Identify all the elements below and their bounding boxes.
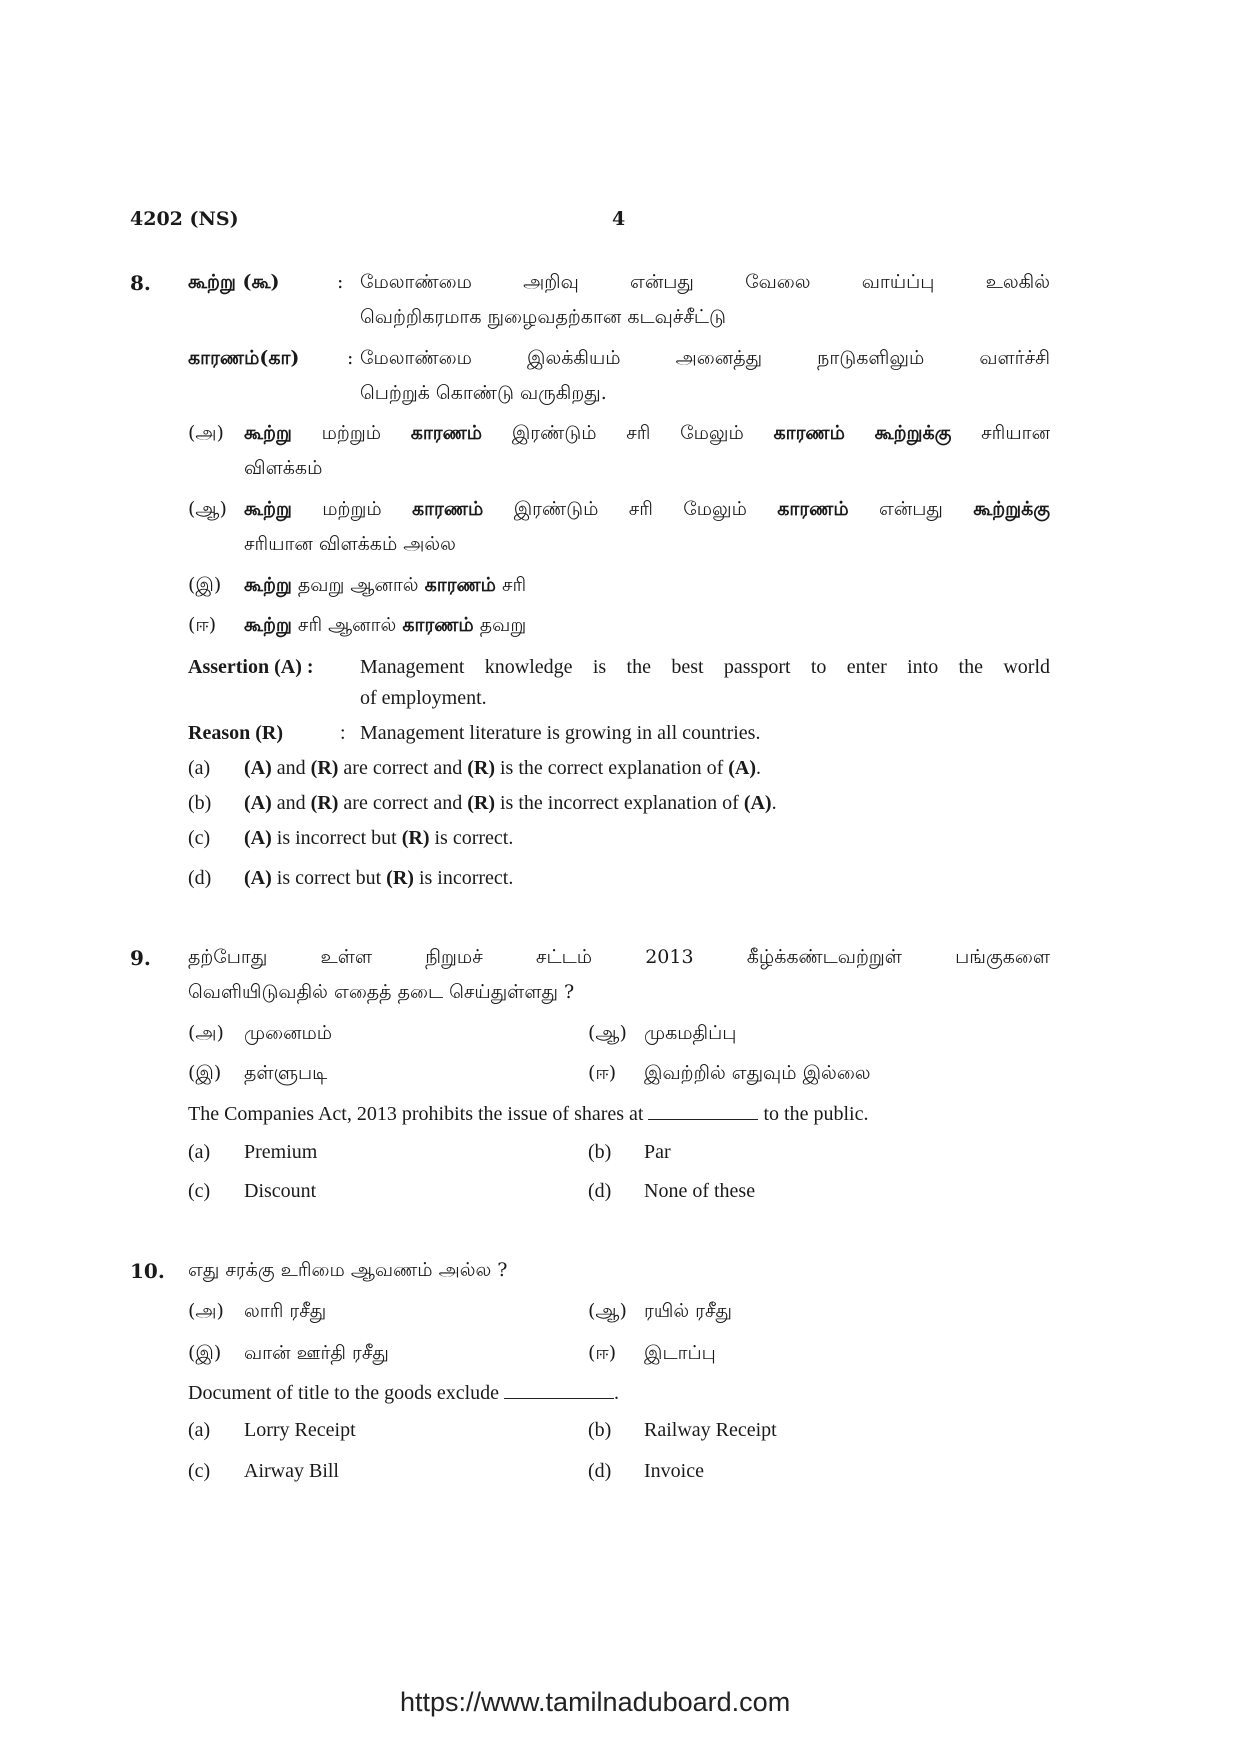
q8-ta-b-assertion: கூற்று: [244, 498, 292, 520]
q8-en-b-R2: (R): [467, 792, 495, 814]
q8-en-c-A: (A): [244, 827, 272, 849]
q10-ta-option-c-text: வான் ஊர்தி ரசீது: [244, 1342, 389, 1364]
q8-en-option-b-text: [244, 792, 777, 815]
q9-en-question-after: to the public.: [763, 1103, 869, 1125]
q9-ta-option-c-marker: (இ): [188, 1062, 222, 1084]
q10-ta-question: எது சரக்கு உரிமை ஆவணம் அல்ல ?: [188, 1259, 508, 1281]
q8-en-assertion-line1: Management knowledge is the best passport to enter into the world: [360, 656, 1050, 678]
q8-en-assertion-label: Assertion (A) :: [188, 656, 314, 678]
q8-en-b-period: .: [771, 792, 777, 814]
q10-en-option-b-marker: (b): [588, 1419, 612, 1441]
q8-en-reason-text: Management literature is growing in all countries.: [360, 722, 761, 744]
q10-en-question-before: Document of title to the goods exclude: [188, 1382, 500, 1404]
q8-ta-d-assertion: கூற்று: [244, 614, 292, 636]
q8-en-option-a-marker: (a): [188, 757, 211, 779]
q8-ta-option-d-marker: (ஈ): [188, 614, 217, 636]
q8-ta-option-a-marker: (அ): [188, 422, 224, 444]
q8-ta-c-assertion: கூற்று: [244, 574, 292, 596]
q8-ta-d-wrong: தவறு: [479, 614, 527, 636]
q8-en-c-R: (R): [401, 827, 430, 849]
q9-ta-option-a-marker: (அ): [188, 1022, 224, 1044]
q9-en-option-c-text: Discount: [244, 1180, 317, 1202]
q8-ta-assertion-label: கூற்று (கூ): [188, 271, 280, 293]
q8-ta-colon-1: :: [337, 271, 344, 293]
q8-ta-d-reason: காரணம்: [402, 614, 474, 636]
q10-en-option-b-text: Railway Receipt: [644, 1419, 777, 1441]
q8-en-option-b-marker: (b): [188, 792, 212, 814]
q8-ta-a-assertion: கூற்று: [244, 422, 292, 444]
q9-en-option-a-marker: (a): [188, 1141, 211, 1163]
q9-ta-option-a-text: முனைமம்: [244, 1022, 333, 1044]
q8-ta-a-correct: சரியான: [981, 422, 1050, 444]
q9-ta-question-line1: தற்போது உள்ள நிறுமச் சட்டம் 2013 கீழ்க்கண்டவற்றுள் பங்குகளை: [188, 946, 1050, 968]
q8-en-a-A2: (A): [728, 757, 757, 779]
q9-en-option-b-marker: (b): [588, 1141, 612, 1163]
q9-en-option-d-marker: (d): [588, 1180, 612, 1202]
q8-ta-option-b-line1: [244, 498, 1050, 523]
q8-ta-option-a-line1: [244, 422, 1050, 447]
q10-ta-option-a-text: லாரி ரசீது: [244, 1300, 327, 1322]
page-number: 4: [612, 208, 626, 230]
q8-en-a-R2: (R): [467, 757, 495, 779]
q8-en-b-A: (A): [244, 792, 272, 814]
q8-ta-c-reason: காரணம்: [424, 574, 496, 596]
q8-en-option-c-marker: (c): [188, 827, 211, 849]
q9-en-option-b-text: Par: [644, 1141, 671, 1163]
q10-en-option-a-text: Lorry Receipt: [244, 1419, 356, 1441]
q10-ta-option-b-text: ரயில் ரசீது: [644, 1300, 732, 1322]
q8-ta-reason-line2: பெற்றுக் கொண்டு வருகிறது.: [360, 382, 607, 404]
q8-en-option-d-text: [244, 867, 513, 890]
q8-ta-b-reason-2: காரணம்: [777, 498, 849, 520]
q8-ta-b-both: இரண்டும் சரி மேலும்: [513, 498, 747, 520]
q8-ta-colon-2: :: [347, 347, 354, 369]
q10-en-option-a-marker: (a): [188, 1419, 211, 1441]
q10-ta-option-d-marker: (ஈ): [588, 1342, 617, 1364]
q10-en-question-after: .: [614, 1382, 620, 1404]
q8-en-a-and: and: [276, 757, 306, 779]
q8-ta-a-reason-2: காரணம்: [773, 422, 845, 444]
q8-en-option-c-text: [244, 827, 513, 850]
q8-ta-b-assertion-to: கூற்றுக்கு: [973, 498, 1051, 520]
q9-en-option-d-text: None of these: [644, 1180, 756, 1202]
q10-ta-option-b-marker: (ஆ): [588, 1300, 627, 1322]
q8-en-b-A2: (A): [743, 792, 772, 814]
q9-ta-option-c-text: தள்ளுபடி: [244, 1062, 328, 1084]
q8-en-b-mid: are correct and: [343, 792, 463, 814]
q8-ta-c-wrong-but: தவறு ஆனால்: [297, 574, 419, 596]
paper-code: 4202 (NS): [130, 208, 239, 230]
q8-ta-option-a-line2: விளக்கம்: [244, 457, 323, 479]
q10-en-question: [188, 1382, 619, 1405]
q8-en-a-period: .: [756, 757, 762, 779]
q8-ta-b-reason: காரணம்: [411, 498, 484, 520]
q10-en-option-d-marker: (d): [588, 1460, 612, 1482]
q8-en-reason-colon: :: [340, 722, 346, 744]
q10-ta-option-a-marker: (அ): [188, 1300, 224, 1322]
q8-ta-option-b-line2: சரியான விளக்கம் அல்ல: [244, 533, 456, 555]
q9-en-question: [188, 1103, 868, 1126]
q8-en-d-tail: is incorrect.: [418, 867, 514, 889]
q8-ta-option-b-marker: (ஆ): [188, 498, 227, 520]
q8-ta-b-and: மற்றும்: [322, 498, 382, 520]
q8-en-d-R: (R): [386, 867, 414, 889]
q8-ta-option-d-text: [244, 614, 526, 639]
q8-en-option-d-marker: (d): [188, 867, 212, 889]
q8-en-b-tail: is the incorrect explanation of: [500, 792, 739, 814]
q8-en-c-tail: is correct.: [434, 827, 514, 849]
q8-en-c-mid: is incorrect but: [276, 827, 397, 849]
question-9-number: 9.: [130, 946, 151, 970]
q9-en-option-c-marker: (c): [188, 1180, 211, 1202]
q8-ta-a-assertion-to: கூற்றுக்கு: [874, 422, 952, 444]
q8-ta-option-c-marker: (இ): [188, 574, 222, 596]
q8-ta-assertion-line2: வெற்றிகரமாக நுழைவதற்கான கடவுச்சீட்டு: [360, 306, 726, 328]
q8-en-a-A: (A): [244, 757, 272, 779]
q9-ta-option-b-text: முகமதிப்பு: [644, 1022, 737, 1044]
q9-ta-option-d-marker: (ஈ): [588, 1062, 617, 1084]
footer-url[interactable]: https://www.tamilnaduboard.com: [400, 1687, 791, 1717]
q8-ta-a-and: மற்றும்: [321, 422, 381, 444]
q8-ta-d-correct-but: சரி ஆனால்: [297, 614, 397, 636]
q8-ta-b-is: என்பது: [878, 498, 943, 520]
q8-ta-c-correct: சரி: [502, 574, 527, 596]
q8-ta-reason-line1: மேலாண்மை இலக்கியம் அனைத்து நாடுகளிலும் வளர்ச்சி: [360, 347, 1050, 369]
q8-ta-option-c-text: [244, 574, 526, 599]
q8-ta-a-both: இரண்டும் சரி மேலும்: [511, 422, 744, 444]
q10-en-option-d-text: Invoice: [644, 1460, 704, 1482]
q8-en-d-mid: is correct but: [276, 867, 382, 889]
q10-en-option-c-text: Airway Bill: [244, 1460, 339, 1482]
q10-answer-blank: [504, 1398, 614, 1399]
q9-ta-question-line2: வெளியிடுவதில் எதைத் தடை செய்துள்ளது ?: [188, 981, 575, 1003]
q10-ta-option-c-marker: (இ): [188, 1342, 222, 1364]
q10-en-option-c-marker: (c): [188, 1460, 211, 1482]
q9-ta-option-d-text: இவற்றில் எதுவும் இல்லை: [644, 1062, 871, 1084]
q8-en-a-mid: are correct and: [343, 757, 463, 779]
q10-ta-option-d-text: இடாப்பு: [644, 1342, 716, 1364]
q8-ta-a-reason: காரணம்: [410, 422, 483, 444]
q9-en-question-before: The Companies Act, 2013 prohibits the issue of shares at: [188, 1103, 644, 1125]
q8-ta-reason-label: காரணம்(கா): [188, 347, 300, 369]
q8-en-assertion-line2: of employment.: [360, 687, 487, 709]
question-8-number: 8.: [130, 271, 151, 295]
q8-en-a-R: (R): [310, 757, 339, 779]
q9-ta-option-b-marker: (ஆ): [588, 1022, 627, 1044]
q9-answer-blank: [648, 1119, 758, 1120]
q8-ta-assertion-line1: மேலாண்மை அறிவு என்பது வேலை வாய்ப்பு உலகில்: [360, 271, 1050, 293]
question-10-number: 10.: [130, 1259, 165, 1283]
q8-en-b-R: (R): [310, 792, 339, 814]
q8-en-b-and: and: [276, 792, 306, 814]
q8-en-reason-label: Reason (R): [188, 722, 283, 744]
q8-en-a-tail: is the correct explanation of: [500, 757, 724, 779]
q8-en-d-A: (A): [244, 867, 272, 889]
q9-en-option-a-text: Premium: [244, 1141, 318, 1163]
q8-en-option-a-text: [244, 757, 761, 780]
